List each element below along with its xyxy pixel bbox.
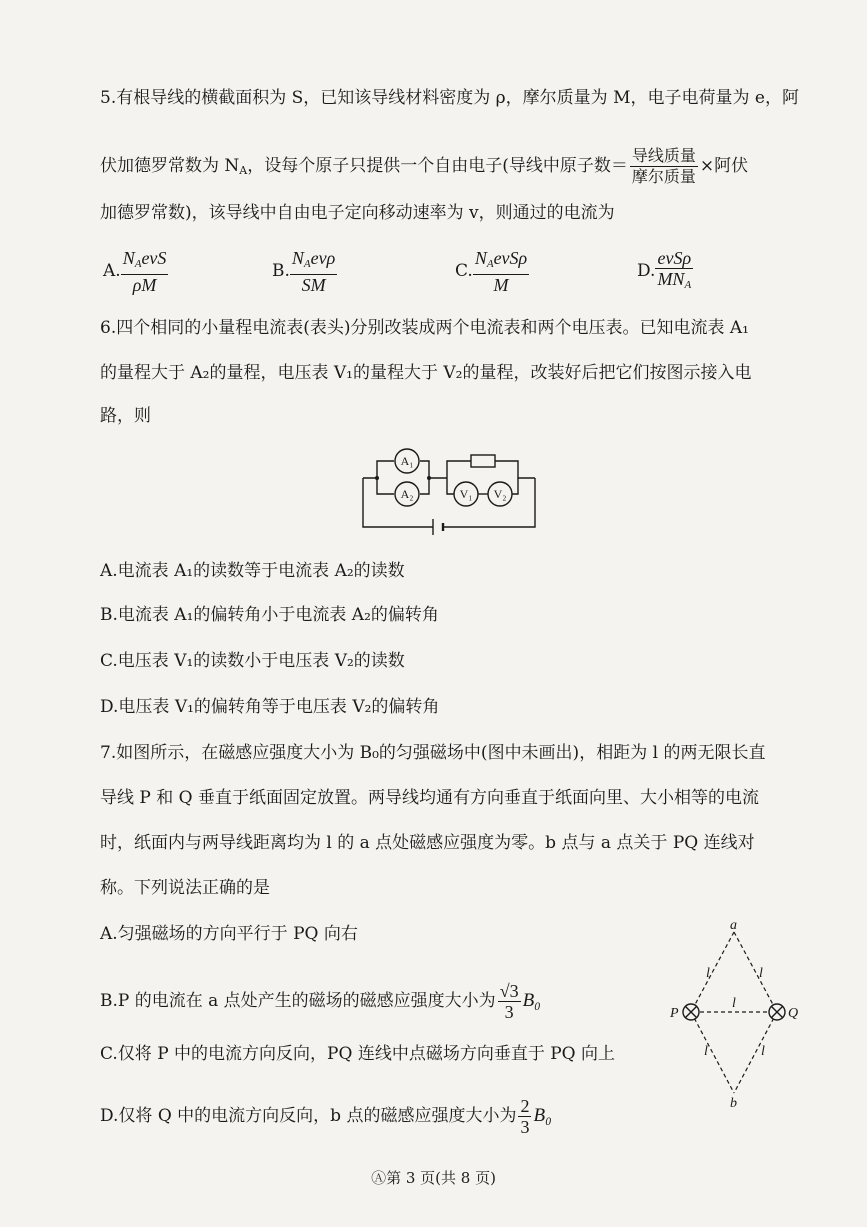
q6-line3: 路，则 xyxy=(100,406,151,426)
q6-option-d: D.电压表 V₁的偏转角等于电压表 V₂的偏转角 xyxy=(100,697,440,717)
length-l-label-4: l xyxy=(704,1044,708,1059)
q5-line3: 加德罗常数)，该导线中自由电子定向移动速率为 v，则通过的电流为 xyxy=(100,203,615,223)
q6-line1: 6.四个相同的小量程电流表(表头)分别改装成两个电流表和两个电压表。已知电流表 A₁ xyxy=(100,318,749,338)
q7-option-b-den: 3 xyxy=(504,1002,514,1022)
q5-option-a-den: ρM xyxy=(132,275,157,295)
q7-option-d-unit: B₀ xyxy=(533,1105,552,1126)
q5-option-c-num: $N_AevS\rho$ xyxy=(473,248,529,275)
q7-line4: 称。下列说法正确的是 xyxy=(100,878,270,898)
q7-line1: 7.如图所示，在磁感应强度大小为 B₀的匀强磁场中(图中未画出)，相距为 l 的两无限长直 xyxy=(100,743,766,763)
q5-option-d-num: evSρ xyxy=(655,248,693,269)
q7-option-d-num: 2 xyxy=(520,1096,530,1116)
q5-option-c xyxy=(455,248,531,295)
q5-line2-a: 伏加德罗常数为 N xyxy=(100,156,240,176)
q7-option-b-num: √3 xyxy=(499,981,519,1001)
meter-v1-label: V₁ xyxy=(459,487,473,501)
q7-option-b-text: B.P 的电流在 a 点处产生的磁场的磁感应强度大小为 xyxy=(100,991,496,1011)
q5-line2-b: ，设每个原子只提供一个自由电子(导线中原子数＝ xyxy=(247,156,628,176)
q5-option-a-label: A. xyxy=(103,261,121,281)
length-l-label-5: l xyxy=(761,1044,765,1059)
q5-line1: 5.有根导线的横截面积为 S，已知该导线材料密度为 ρ，摩尔质量为 M，电子电荷量为 e，阿 xyxy=(100,88,799,108)
q7-line3: 时，纸面内与两导线距离均为 l 的 a 点处磁感应强度为零。b 点与 a 点关于 PQ 连线对 xyxy=(100,833,755,853)
q5-option-d xyxy=(637,248,695,295)
q5-option-d-label: D. xyxy=(637,261,656,281)
q5-option-d-den: $MN_A$ xyxy=(657,269,692,291)
q5-fraction xyxy=(630,146,698,187)
q5-option-b-num: $N_Aev\rho$ xyxy=(290,248,337,275)
point-a-label: a xyxy=(730,918,737,933)
q7-option-c: C.仅将 P 中的电流方向反向，PQ 连线中点磁场方向垂直于 PQ 向上 xyxy=(100,1044,616,1064)
q7-option-b-unit: B₀ xyxy=(522,990,541,1011)
q6-option-a: A.电流表 A₁的读数等于电流表 A₂的读数 xyxy=(100,561,405,581)
q6-option-b: B.电流表 A₁的偏转角小于电流表 A₂的偏转角 xyxy=(100,605,439,625)
q6-line2: 的量程大于 A₂的量程，电压表 V₁的量程大于 V₂的量程，改装好后把它们按图示接入电 xyxy=(100,363,752,383)
q5-frac-num: 导线质量 xyxy=(631,146,696,165)
length-l-label-2: l xyxy=(759,966,763,981)
q6-option-c: C.电压表 V₁的读数小于电压表 V₂的读数 xyxy=(100,651,405,671)
q5-option-a-num: $N_AevS$ xyxy=(121,248,169,275)
q7-option-d-text: D.仅将 Q 中的电流方向反向，b 点的磁感应强度大小为 xyxy=(100,1106,517,1126)
length-l-label-1: l xyxy=(706,966,710,981)
q7-wire-diagram xyxy=(665,918,810,1108)
wire-q-label: Q xyxy=(788,1006,799,1021)
q5-line2 xyxy=(100,146,800,187)
q5-line2-c: ×阿伏 xyxy=(699,156,749,176)
q5-option-b xyxy=(272,248,339,295)
length-l-label-3: l xyxy=(732,996,736,1011)
page-footer: Ⓐ第 3 页(共 8 页) xyxy=(371,1169,496,1187)
q5-option-a xyxy=(103,248,170,295)
q7-line2: 导线 P 和 Q 垂直于纸面固定放置。两导线均通有方向垂直于纸面向里、大小相等的电流 xyxy=(100,788,759,808)
wire-p-label: P xyxy=(670,1006,679,1021)
q5-line2-sub: A xyxy=(239,164,248,177)
q5-option-b-label: B. xyxy=(272,261,290,281)
q6-circuit-diagram xyxy=(355,445,545,535)
point-b-label: b xyxy=(730,1096,737,1108)
q5-option-b-den: SM xyxy=(301,275,326,295)
q5-option-c-den: M xyxy=(493,275,509,295)
meter-a2-label: A₂ xyxy=(400,487,414,501)
meter-a1-label: A₁ xyxy=(400,454,414,468)
q7-option-d-den: 3 xyxy=(520,1117,530,1137)
meter-v2-label: V₂ xyxy=(493,487,507,501)
q5-frac-den: 摩尔质量 xyxy=(631,167,696,186)
q5-option-c-label: C. xyxy=(455,261,473,281)
q7-option-a: A.匀强磁场的方向平行于 PQ 向右 xyxy=(100,924,358,944)
